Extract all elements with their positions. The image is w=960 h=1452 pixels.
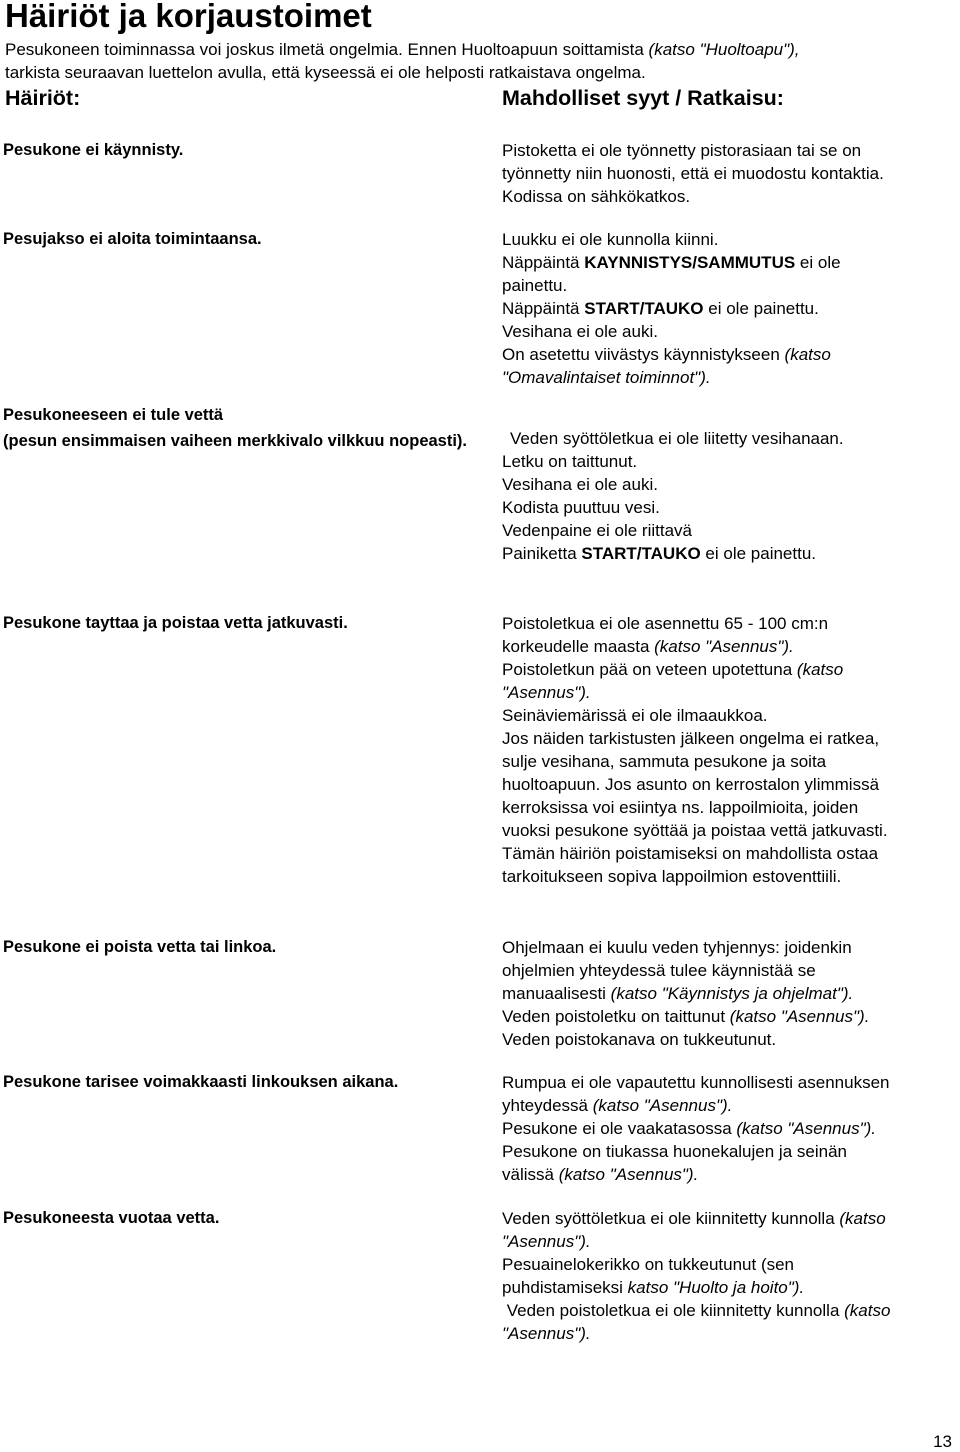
solution-0: Pistoketta ei ole työnnetty pistorasiaan tai se on työnnetty niin huonosti, että ei muodostu kontaktia. Kodissa on sähkökatkos. xyxy=(502,141,884,206)
problem-5: Pesukone tarisee voimakkaasti linkouksen aikana. xyxy=(3,1073,399,1091)
problem-3: Pesukone tayttaa ja poistaa vetta jatkuvasti. xyxy=(3,614,348,632)
intro-line-1: Pesukoneen toiminnassa voi joskus ilmetä ongelmia. Ennen Huoltoapuun soittamista (katso "Huoltoapu"), xyxy=(5,40,800,59)
problem-0: Pesukone ei käynnisty. xyxy=(3,141,184,159)
solution-4: Ohjelmaan ei kuulu veden tyhjennys: joidenkin ohjelmien yhteydessä tulee käynnistää se manuaalisesti (katso "Käynnistys ja ohjelmat"). Veden poistoletku on taittunut (katso "Asennus"). Veden poistokanava on tukkeutunut. xyxy=(502,938,870,1049)
problem-6: Pesukoneesta vuotaa vetta. xyxy=(3,1209,220,1227)
column-header-solutions: Mahdolliset syyt / Ratkaisu: xyxy=(502,86,784,110)
page-number: 13 xyxy=(933,1432,952,1451)
column-header-problems: Häiriöt: xyxy=(5,86,81,110)
solution-3: Poistoletkua ei ole asennettu 65 - 100 cm:n korkeudelle maasta (katso "Asennus"). Poistoletkun pää on veteen upotettuna (katso "Asennus"). Seinäviemärissä ei ole ilmaaukkoa. Jos näiden tarkistusten jälkeen ongelma ei ratkea, sulje vesihana, sammuta pesukone ja soita huoltoapuun. Jos asunto on kerrostalon ylimmissä kerroksissa voi esiintya ns. lappoilmioita, joiden vuoksi pesukone syöttää ja poistaa vettä jatkuvasti. Tämän häiriön poistamiseksi on mahdollista ostaa tarkoitukseen sopiva lappoilmion estoventtiili. xyxy=(502,614,888,886)
solution-2: Veden syöttöletkua ei ole liitetty vesihanaan. Letku on taittunut. Vesihana ei ole auki. Kodista puuttuu vesi. Vedenpaine ei ole riittavä Painiketta START/TAUKO ei ole painettu. xyxy=(502,429,844,563)
problem-4: Pesukone ei poista vetta tai linkoa. xyxy=(3,938,277,956)
solution-6: Veden syöttöletkua ei ole kiinnitetty kunnolla (katso "Asennus"). Pesuainelokerikko on tukkeutunut (sen puhdistamiseksi katso "Huolto ja hoito"). Veden poistoletkua ei ole kiinnitetty kunnolla (katso "Asennus"). xyxy=(502,1209,891,1343)
problem-2: Pesukoneeseen ei tule vettä (pesun ensimmaisen vaiheen merkkivalo vilkkuu nopeasti). xyxy=(3,406,468,450)
intro-text xyxy=(5,38,955,84)
solution-1: Luukku ei ole kunnolla kiinni. Näppäintä KAYNNISTYS/SAMMUTUS ei ole painettu. Näppäintä START/TAUKO ei ole painettu. Vesihana ei ole auki. On asetettu viivästys käynnistykseen (katso "Omavalintaiset toiminnot"). xyxy=(502,230,841,387)
page-title: Häiriöt ja korjaustoimet xyxy=(5,0,372,34)
intro-line-2: tarkista seuraavan luettelon avulla, että kyseessä ei ole helposti ratkaistava ongelma. xyxy=(5,63,646,82)
problem-1: Pesujakso ei aloita toimintaansa. xyxy=(3,230,262,248)
solution-5: Rumpua ei ole vapautettu kunnollisesti asennuksen yhteydessä (katso "Asennus"). Pesukone ei ole vaakatasossa (katso "Asennus"). Pesukone on tiukassa huonekalujen ja seinän välissä (katso "Asennus"). xyxy=(502,1073,890,1184)
